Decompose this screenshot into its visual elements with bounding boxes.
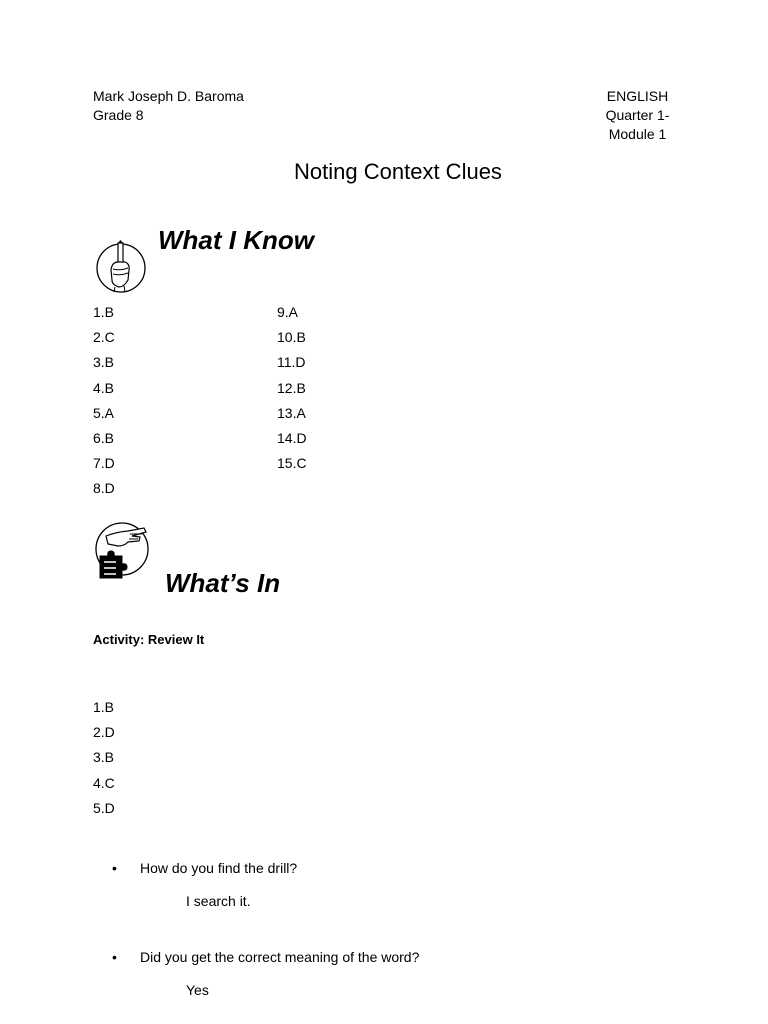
answer-item: 2.D (93, 724, 115, 741)
document-title: Noting Context Clues (294, 159, 502, 184)
answer-item: 14.D (277, 429, 307, 446)
whats-in-heading: What’s In (165, 568, 281, 598)
bullet-icon: • (112, 949, 117, 965)
what-i-know-answers-left (93, 300, 115, 502)
answer-item: 1.B (93, 304, 115, 320)
grade-level: Grade 8 (93, 107, 144, 123)
what-i-know-heading: What I Know (158, 225, 314, 255)
answer-item: 12.B (277, 379, 306, 396)
what-i-know-answers-right (277, 300, 307, 476)
answer-item: 11.D (277, 354, 306, 371)
quarter: Quarter 1- (605, 107, 670, 123)
answer-item: 5.A (93, 404, 115, 421)
module: Module 1 (608, 126, 667, 142)
answer-item: 3.B (93, 749, 115, 766)
answer-item: 7.D (93, 455, 115, 472)
header-left (93, 87, 244, 125)
answer-item: 4.B (93, 379, 115, 396)
bullet-icon: • (112, 860, 117, 876)
hand-holding-pencil-icon (94, 240, 150, 299)
header-right (590, 87, 685, 144)
answer-item: 8.D (93, 480, 115, 497)
answer-item: 13.A (277, 404, 306, 421)
answer-item: 9.A (277, 304, 299, 320)
answer-item: 10.B (277, 329, 306, 346)
hand-with-puzzle-piece-icon (94, 520, 154, 585)
question-answer: Yes (186, 982, 209, 998)
subject: ENGLISH (606, 88, 669, 104)
answer-item: 6.B (93, 429, 115, 446)
answer-item: 2.C (93, 329, 115, 346)
answer-item: 3.B (93, 354, 115, 371)
answer-item: 5.D (93, 799, 115, 816)
student-name: Mark Joseph D. Baroma (93, 88, 244, 104)
whats-in-answers (93, 695, 115, 821)
question-answer: I search it. (186, 893, 251, 909)
activity-label: Activity: Review It (93, 632, 205, 647)
answer-item: 15.C (277, 455, 307, 472)
question-text: How do you find the drill? (140, 860, 298, 876)
answer-item: 4.C (93, 774, 115, 791)
answer-item: 1.B (93, 699, 115, 715)
question-text: Did you get the correct meaning of the word? (140, 949, 420, 965)
